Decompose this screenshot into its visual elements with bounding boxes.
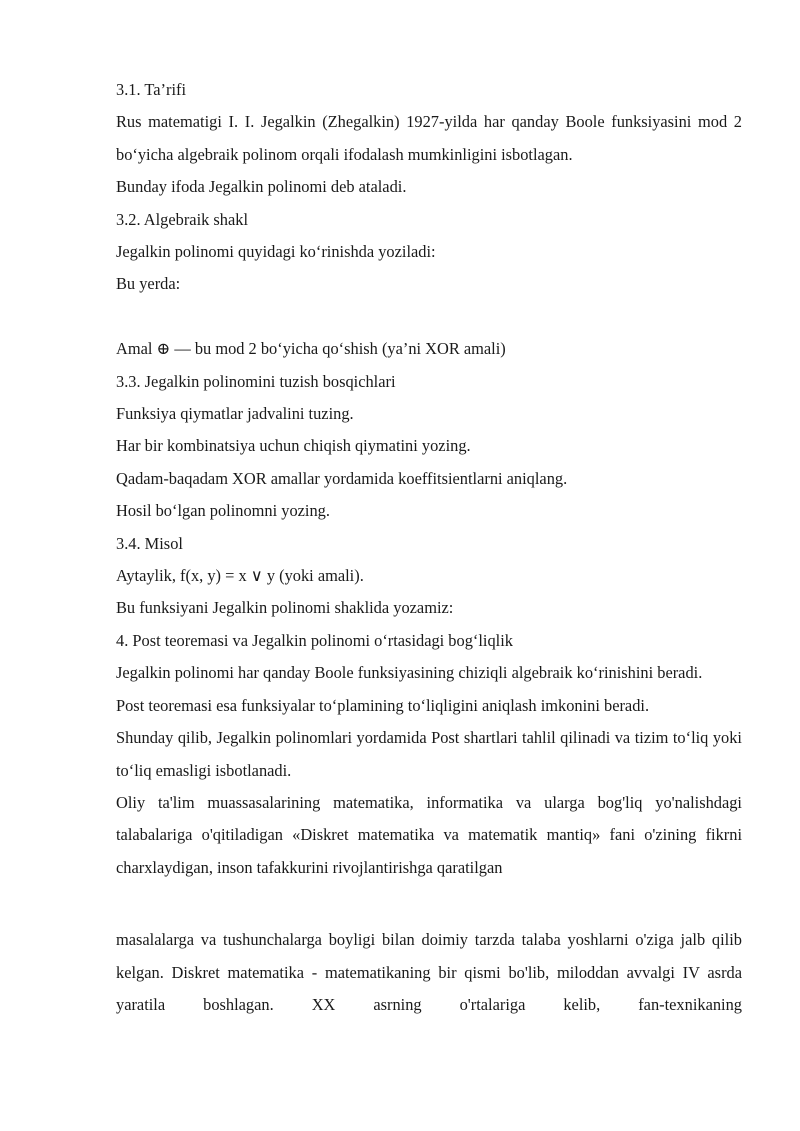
step-1: Funksiya qiymatlar jadvalini tuzing.	[116, 404, 354, 424]
paragraph-higher-education: Oliy ta'lim muassasalarining matematika, informatika va ularga bog'liq yo'nalishdagi talabalariga o'qitiladigan «Diskret matematika va matematik mantiq» fani o'zining fikrni charxlaydigan, inson tafakkurini rivojlantirishga qaratilgan	[116, 792, 742, 877]
paragraph-example: Aytaylik, f(x, y) = x ∨ y (yoki amali).	[116, 566, 364, 586]
section-heading-3-1: 3.1. Ta’rifi	[116, 80, 187, 99]
paragraph-where: Bu yerda:	[116, 274, 181, 294]
paragraph-form-intro: Jegalkin polinomi quyidagi ko‘rinishda yoziladi:	[116, 242, 436, 262]
paragraph-conclusion: Shunday qilib, Jegalkin polinomlari yordamida Post shartlari tahlil qilinadi va tizim to‘liq yoki to‘liq emasligi isbotlanadi.	[116, 728, 742, 780]
paragraph-definition: Rus matematigi I. I. Jegalkin (Zhegalkin) 1927-yilda har qanday Boole funksiyasini mod 2 bo‘yicha algebraik polinom orqali ifodalash mumkinligini isbotlagan.	[116, 112, 742, 164]
step-3: Qadam-baqadam XOR amallar yordamida koeffitsientlarni aniqlang.	[116, 468, 568, 488]
step-4: Hosil bo‘lgan polinomni yozing.	[116, 501, 330, 521]
section-heading-3-4: 3.4. Misol	[116, 533, 183, 553]
document-page	[116, 74, 742, 1021]
paragraph-polynomial-linear: Jegalkin polinomi har qanday Boole funksiyasining chiziqli algebraik ko‘rinishini beradi.	[116, 663, 703, 683]
formula-placeholder-gap	[116, 301, 742, 333]
section-heading-3-2: 3.2. Algebraik shakl	[116, 209, 249, 229]
step-2: Har bir kombinatsiya uchun chiqish qiymatini yozing.	[116, 436, 471, 456]
page-break-gap	[116, 884, 742, 924]
paragraph-example-write: Bu funksiyani Jegalkin polinomi shaklida yozamiz:	[116, 598, 454, 618]
section-heading-3-3: 3.3. Jegalkin polinomini tuzish bosqichlari	[116, 371, 396, 391]
paragraph-post-theorem: Post teoremasi esa funksiyalar to‘plamining to‘liqligini aniqlash imkonini beradi.	[116, 695, 650, 715]
section-heading-4: 4. Post teoremasi va Jegalkin polinomi o‘rtasidagi bog‘liqlik	[116, 630, 513, 650]
paragraph-xor-note: Amal ⊕ — bu mod 2 bo‘yicha qo‘shish (ya’ni XOR amali)	[116, 339, 506, 359]
paragraph-naming: Bunday ifoda Jegalkin polinomi deb ataladi.	[116, 177, 407, 197]
paragraph-continuation: masalalarga va tushunchalarga boyligi bilan doimiy tarzda talaba yoshlarni o'ziga jalb qilib kelgan. Diskret matematika - matematikaning bir qismi bo'lib, miloddan avvalgi IV asrda yaratila boshlagan. XX asrning o'rtalariga kelib, fan-texnikaning	[116, 930, 742, 1014]
